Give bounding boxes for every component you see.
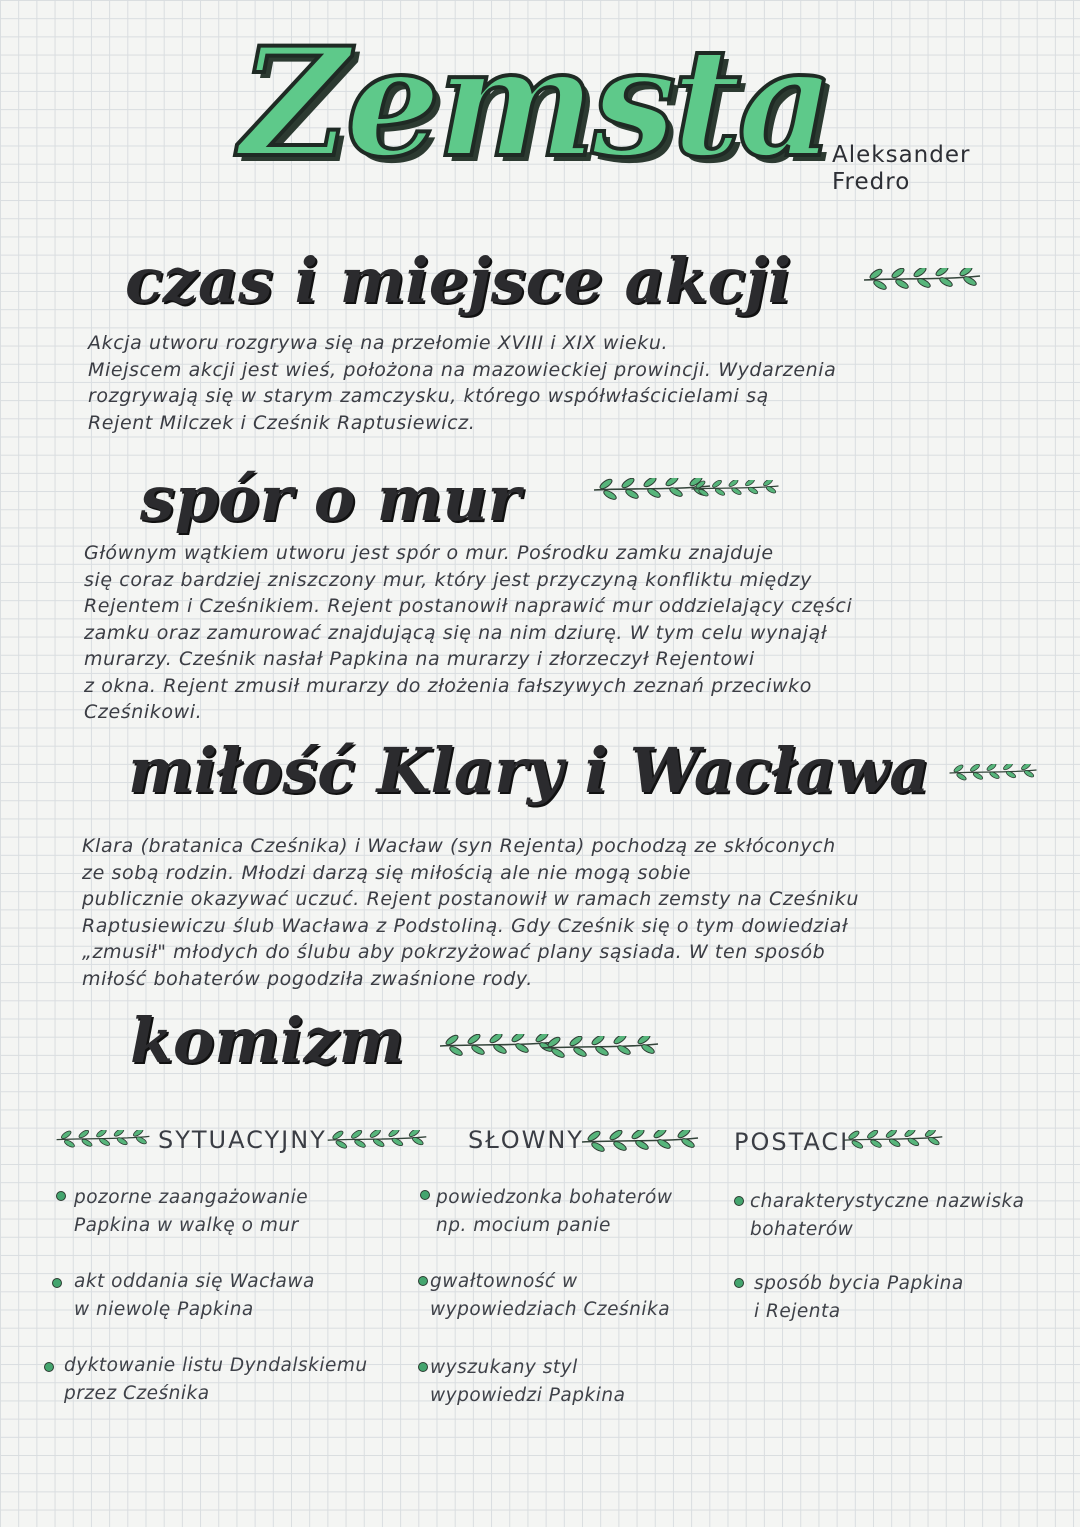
list-item: pozorne zaangażowanie Papkina w walkę o mur [74,1184,308,1240]
list-item: sposób bycia Papkina i Rejenta [754,1270,964,1326]
author-first-name: Aleksander [832,142,971,168]
paragraph-wall [84,540,974,726]
list-item: powiedzonka bohaterów np. mocium panie [436,1184,672,1240]
bullet-dot-icon [44,1362,54,1372]
bullet-dot-icon [418,1276,428,1286]
list-item: dyktowanie listu Dyndalskiemu przez Cześnika [64,1352,368,1408]
leaf-sprig-icon [326,1130,436,1152]
paragraph-love [82,833,982,992]
bullet-dot-icon [734,1196,744,1206]
bullet-dot-icon [418,1362,428,1372]
paragraph-line: Klara (bratanica Cześnika) i Wacław (syn Rejenta) pochodzą ze skłóconych [82,835,836,857]
paragraph-line: rozgrywają się w starym zamczysku, którego współwłaścicielami są [88,385,769,407]
paragraph-line: zamku oraz zamurować znajdującą się na nim dziurę. W tym celu wynajął [84,621,827,644]
leaf-sprig-icon [842,1130,952,1152]
paragraph-line: z okna. Rejent zmusił murarzy do złożenia fałszywych zeznań przeciwko [84,674,812,697]
list-item: wyszukany styl wypowiedzi Papkina [430,1354,625,1410]
paragraph-line: Rejent Milczek i Cześnik Raptusiewicz. [88,411,476,434]
bullet-dot-icon [52,1278,62,1288]
leaf-sprig-icon [862,268,982,290]
column-title-verbal: SŁOWNY [468,1126,584,1154]
heading-setting: czas i miejsce akcji [125,244,792,317]
paragraph-line: Miejscem akcji jest wieś, położona na mazowieckiej prowincji. Wydarzenia [88,358,837,381]
paragraph-line: Cześnikowi. [84,701,203,723]
heading-comedy: komizm [130,1004,405,1077]
paragraph-line: miłość bohaterów pogodziła zwaśnione rody. [82,967,533,990]
leaf-sprig-icon [580,1130,710,1152]
leaf-sprig-icon [690,480,780,502]
bullet-dot-icon [56,1191,66,1201]
paragraph-line: Raptusiewiczu ślub Wacława z Podstoliną. Gdy Cześnik się o tym dowiedział [82,914,848,937]
paragraph-line: Akcja utworu rozgrywa się na przełomie XVIII i XIX wieku. [88,332,669,354]
paragraph-line: „zmusił" młodych do ślubu aby pokrzyżować plany sąsiada. W ten sposób [82,941,826,963]
paragraph-line: publicznie okazywać uczuć. Rejent postanowił w ramach zemsty na Cześniku [82,888,860,910]
bullet-dot-icon [420,1190,430,1200]
heading-love: miłość Klary i Wacława [128,734,930,807]
column-title-situational: SYTUACYJNY [158,1126,327,1154]
leaf-sprig-icon [55,1130,155,1152]
bullet-dot-icon [734,1278,744,1288]
paragraph-line: się coraz bardziej zniszczony mur, który jest przyczyną konfliktu między [84,568,812,591]
heading-wall: spór o mur [140,462,521,535]
paragraph-line: Głównym wątkiem utworu jest spór o mur. Pośrodku zamku znajduje [84,542,774,564]
paragraph-line: ze sobą rodzin. Młodzi darzą się miłością ale nie mogą sobie [82,861,692,884]
paragraph-setting [88,330,968,436]
list-item: charakterystyczne nazwiska bohaterów [750,1188,1025,1244]
list-item: akt oddania się Wacława w niewolę Papkina [74,1268,315,1324]
page-title: Zemsta [240,15,831,191]
author-last-name: Fredro [832,169,911,195]
list-item: gwałtowność w wypowiedziach Cześnika [430,1268,670,1324]
leaf-sprig-icon [540,1036,660,1060]
author [832,142,970,196]
paragraph-line: murarzy. Cześnik nasłał Papkina na murarzy i złorzeczył Rejentowi [84,648,755,670]
paragraph-line: Rejentem i Cześnikiem. Rejent postanowił naprawić mur oddzielający części [84,595,853,617]
column-title-characters: POSTACI [734,1128,850,1156]
leaf-sprig-icon [948,764,1038,786]
